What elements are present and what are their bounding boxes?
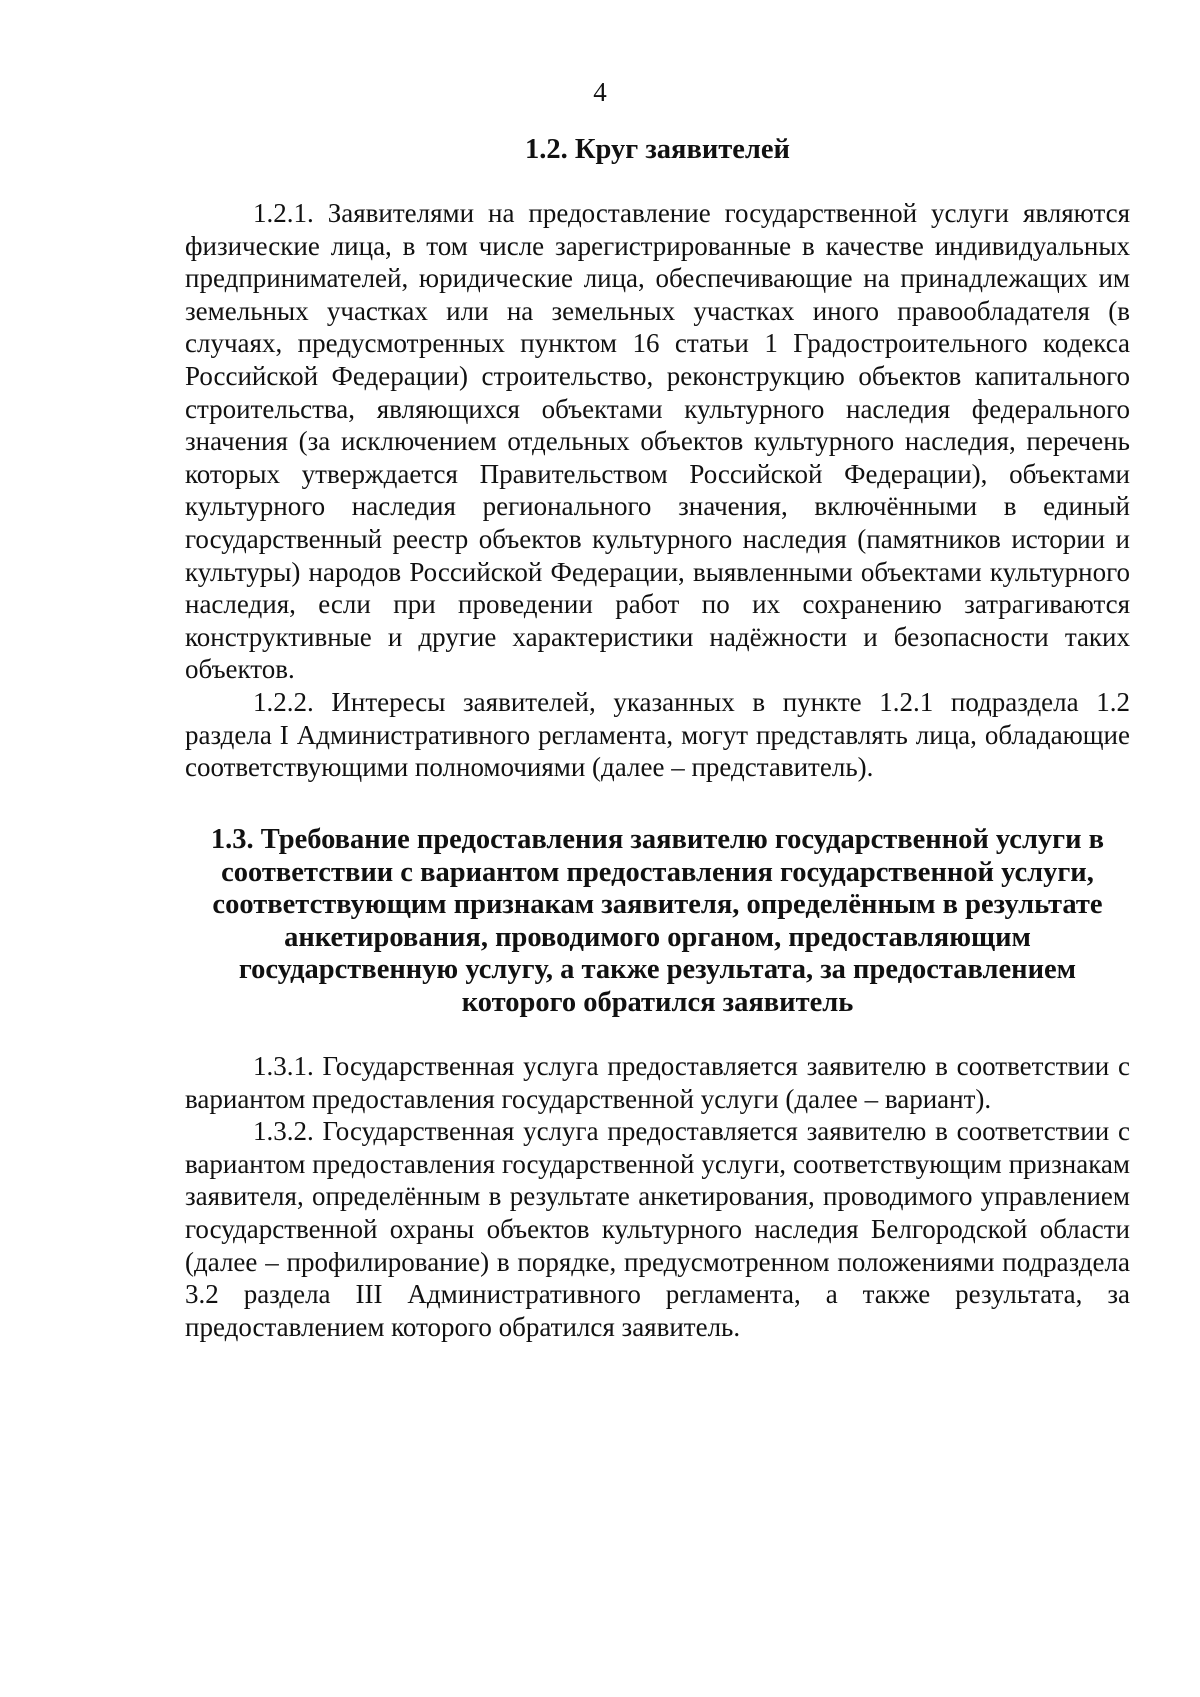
section-body-1-2: [185, 197, 1130, 784]
paragraph-1-3-2: 1.3.2. Государственная услуга предоставляется заявителю в соответствии с вариантом предоставления государственной услуги, соответствующим признакам заявителя, определённым в результате анкетирования, проводимого управлением государственной охраны объектов культурного наследия Белгородской области (далее – профилирование) в порядке, предусмотренном положениями подраздела 3.2 раздела III Административного регламента, а также результата, за предоставлением которого обратился заявитель.: [185, 1116, 1130, 1342]
section-heading-1-3: 1.3. Требование предоставления заявителю государственной услуги в соответствии с вариантом предоставления государственной услуги, соответствующим признакам заявителя, определённым в результате анкетирования, проводимого органом, предоставляющим государственную услугу, а также результата, за предоставлением которого обратился заявитель: [210, 824, 1105, 1018]
paragraph-1-3-1: 1.3.1. Государственная услуга предоставляется заявителю в соответствии с вариантом предоставления государственной услуги (далее – вариант).: [185, 1051, 1130, 1114]
section-body-1-3: [185, 1050, 1130, 1343]
page-number: 4: [593, 77, 607, 107]
section-heading-1-2: 1.2. Круг заявителей: [525, 134, 790, 165]
paragraph-1-2-2: 1.2.2. Интересы заявителей, указанных в пункте 1.2.1 подраздела 1.2 раздела I Административного регламента, могут представлять лица, обладающие соответствующими полномочиями (далее – представитель).: [185, 686, 1130, 783]
paragraph-1-2-1: 1.2.1. Заявителями на предоставление государственной услуги являются физические лица, в том числе зарегистрированные в качестве индивидуальных предпринимателей, юридические лица, обеспечивающие на принадлежащих им земельных участках или на земельных участках иного правообладателя (в случаях, предусмотренных пунктом 16 статьи 1 Градостроительного кодекса Российской Федерации) строительство, реконструкцию объектов капитального строительства, являющихся объектами культурного наследия федерального значения (за исключением отдельных объектов культурного наследия, перечень которых утверждается Правительством Российской Федерации), объектами культурного наследия регионального значения, включёнными в единый государственный реестр объектов культурного наследия (памятников истории и культуры) народов Российской Федерации, выявленными объектами культурного наследия, если при проведении работ по их сохранению затрагиваются конструктивные и другие характеристики надёжности и безопасности таких объектов.: [185, 198, 1130, 685]
